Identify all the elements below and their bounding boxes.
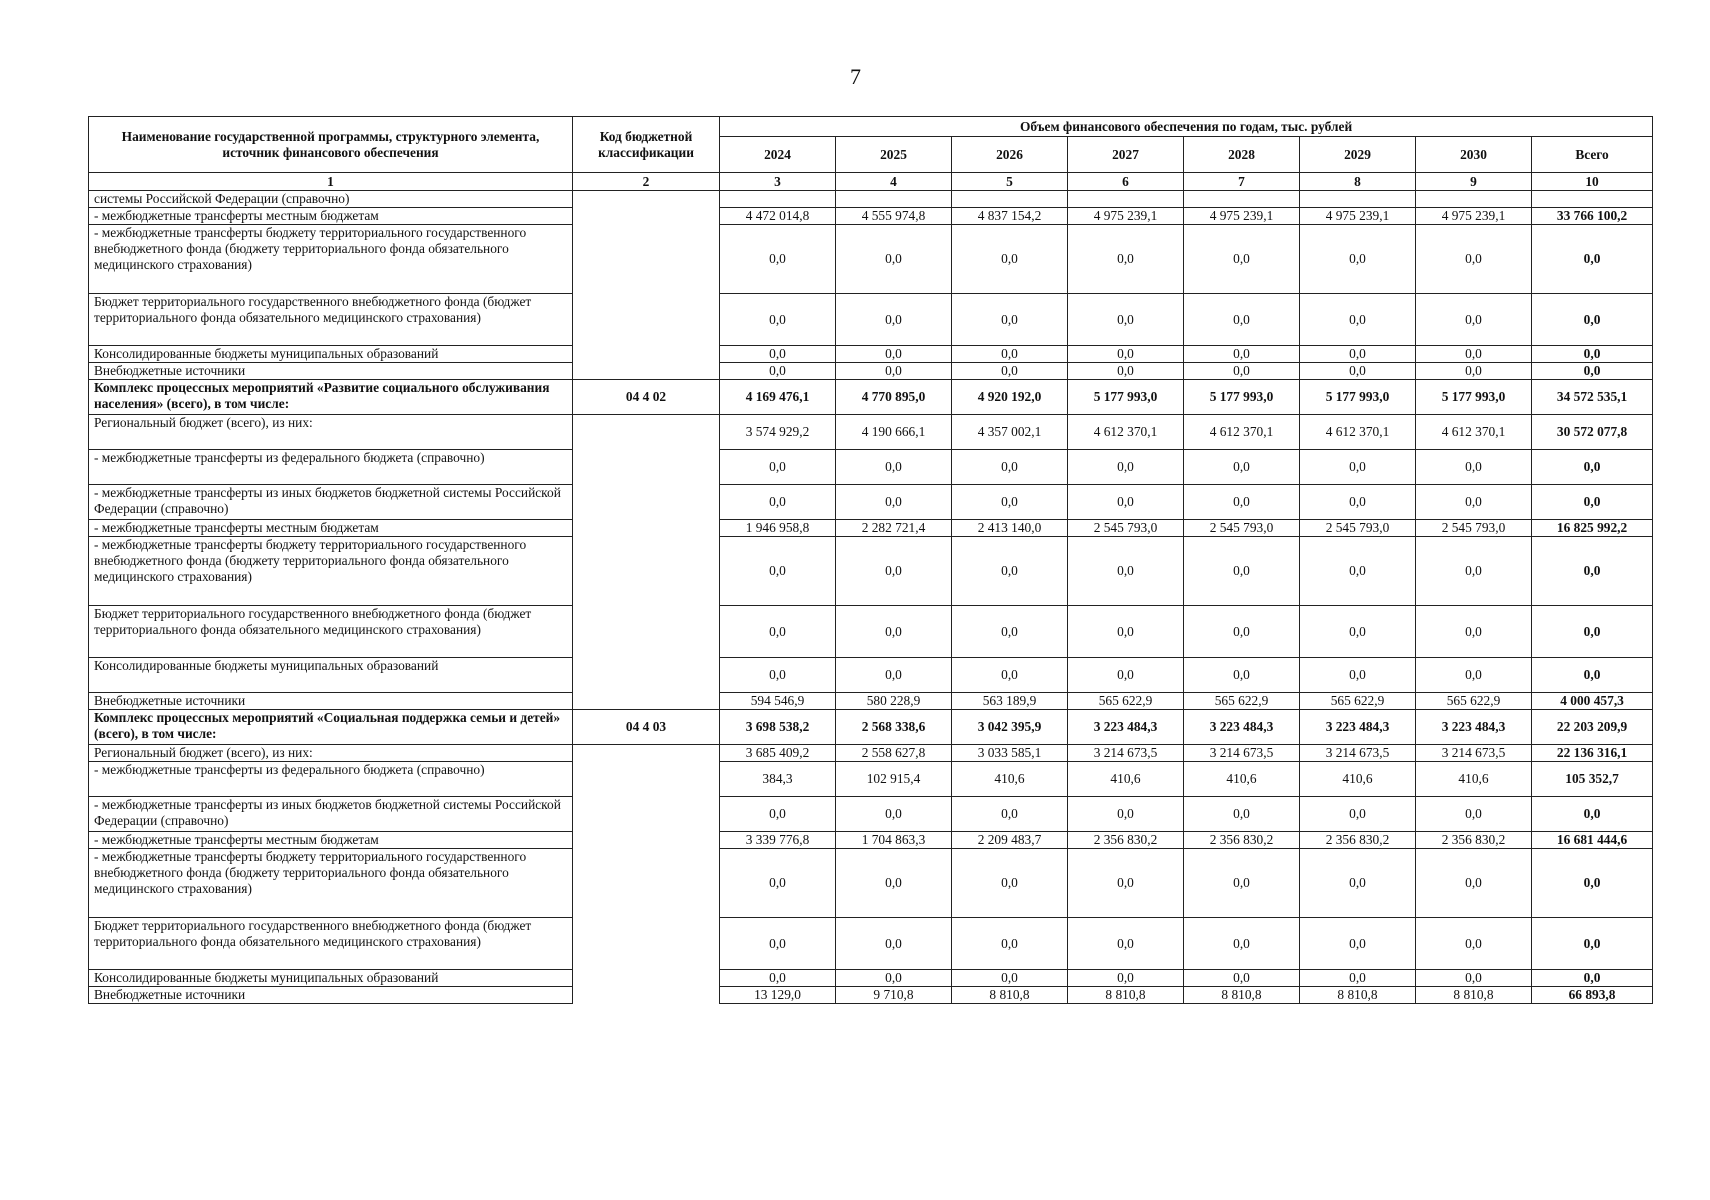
- row-total: 0,0: [1532, 225, 1653, 294]
- row-total: 0,0: [1532, 346, 1653, 363]
- row-name: Внебюджетные источники: [89, 693, 573, 710]
- row-value: 3 574 929,2: [720, 415, 836, 450]
- row-value: 0,0: [1416, 606, 1532, 658]
- row-total: 0,0: [1532, 294, 1653, 346]
- row-value: 0,0: [1300, 658, 1416, 693]
- row-code: [573, 693, 720, 710]
- header-year: 2029: [1300, 137, 1416, 173]
- row-total: 66 893,8: [1532, 987, 1653, 1004]
- row-value: [1300, 191, 1416, 208]
- row-value: 0,0: [720, 606, 836, 658]
- row-value: 0,0: [836, 485, 952, 520]
- row-value: 3 223 484,3: [1068, 710, 1184, 745]
- row-value: 384,3: [720, 762, 836, 797]
- row-value: 0,0: [1300, 363, 1416, 380]
- row-value: 0,0: [952, 606, 1068, 658]
- row-value: 2 413 140,0: [952, 520, 1068, 537]
- row-value: 0,0: [1300, 450, 1416, 485]
- row-name: Региональный бюджет (всего), из них:: [89, 745, 573, 762]
- page-number: 7: [850, 64, 861, 89]
- row-value: 0,0: [720, 346, 836, 363]
- row-value: 2 545 793,0: [1416, 520, 1532, 537]
- row-value: 3 214 673,5: [1300, 745, 1416, 762]
- row-value: 0,0: [952, 485, 1068, 520]
- row-value: 410,6: [1300, 762, 1416, 797]
- table-row: [89, 520, 1653, 537]
- row-value: 410,6: [1416, 762, 1532, 797]
- row-value: 0,0: [1068, 485, 1184, 520]
- row-value: 0,0: [1068, 537, 1184, 606]
- header-index: 7: [1184, 173, 1300, 191]
- row-name: Комплекс процессных мероприятий «Развитие социального обслуживания населения» (всего), в том числе:: [89, 380, 573, 415]
- row-value: [720, 191, 836, 208]
- row-value: 4 975 239,1: [1068, 208, 1184, 225]
- row-value: 8 810,8: [1416, 987, 1532, 1004]
- row-value: 0,0: [952, 346, 1068, 363]
- row-value: 1 946 958,8: [720, 520, 836, 537]
- row-code: [573, 346, 720, 363]
- row-code: [573, 450, 720, 485]
- header-index: 10: [1532, 173, 1653, 191]
- table-row: [89, 363, 1653, 380]
- row-value: 2 356 830,2: [1416, 832, 1532, 849]
- row-value: 0,0: [1184, 450, 1300, 485]
- header-year: 2026: [952, 137, 1068, 173]
- row-name: Региональный бюджет (всего), из них:: [89, 415, 573, 450]
- row-value: 0,0: [952, 450, 1068, 485]
- row-value: 3 223 484,3: [1184, 710, 1300, 745]
- row-value: 565 622,9: [1184, 693, 1300, 710]
- row-name: - межбюджетные трансферты бюджету территориального государственного внебюджетного фонда (бюджету территориального фонда обязательного медицинского страхования): [89, 225, 573, 294]
- row-code: [573, 797, 720, 832]
- row-value: 565 622,9: [1300, 693, 1416, 710]
- row-value: 0,0: [1416, 485, 1532, 520]
- row-name: - межбюджетные трансферты местным бюджетам: [89, 520, 573, 537]
- row-value: 0,0: [836, 450, 952, 485]
- row-value: [836, 191, 952, 208]
- row-value: 0,0: [1068, 918, 1184, 970]
- row-code: 04 4 02: [573, 380, 720, 415]
- row-total: 0,0: [1532, 363, 1653, 380]
- row-value: 0,0: [720, 225, 836, 294]
- table-row: [89, 208, 1653, 225]
- table-row: [89, 849, 1653, 918]
- row-code: [573, 918, 720, 970]
- row-value: 0,0: [1416, 537, 1532, 606]
- row-name: - межбюджетные трансферты из федерального бюджета (справочно): [89, 450, 573, 485]
- row-total: 34 572 535,1: [1532, 380, 1653, 415]
- row-value: 3 033 585,1: [952, 745, 1068, 762]
- header-index: 3: [720, 173, 836, 191]
- row-value: 0,0: [720, 537, 836, 606]
- row-code: [573, 208, 720, 225]
- row-value: 0,0: [1300, 970, 1416, 987]
- row-value: 0,0: [1184, 537, 1300, 606]
- table-row: [89, 762, 1653, 797]
- table-row: [89, 918, 1653, 970]
- row-total: 0,0: [1532, 658, 1653, 693]
- table-row: [89, 450, 1653, 485]
- row-value: 5 177 993,0: [1416, 380, 1532, 415]
- row-value: 0,0: [1184, 918, 1300, 970]
- row-value: 0,0: [1416, 294, 1532, 346]
- row-name: - межбюджетные трансферты из иных бюджетов бюджетной системы Российской Федерации (справочно): [89, 797, 573, 832]
- row-value: 0,0: [836, 537, 952, 606]
- table-row: [89, 191, 1653, 208]
- row-value: 2 356 830,2: [1184, 832, 1300, 849]
- table-row: [89, 797, 1653, 832]
- row-value: 0,0: [1416, 970, 1532, 987]
- row-total: 4 000 457,3: [1532, 693, 1653, 710]
- row-value: 0,0: [1300, 918, 1416, 970]
- row-value: 0,0: [1416, 658, 1532, 693]
- row-name: - межбюджетные трансферты бюджету территориального государственного внебюджетного фонда (бюджету территориального фонда обязательного медицинского страхования): [89, 849, 573, 918]
- header-year: 2028: [1184, 137, 1300, 173]
- row-total: 0,0: [1532, 537, 1653, 606]
- row-name: Бюджет территориального государственного внебюджетного фонда (бюджет территориального фонда обязательного медицинского страхования): [89, 918, 573, 970]
- row-value: 5 177 993,0: [1300, 380, 1416, 415]
- row-value: 2 558 627,8: [836, 745, 952, 762]
- row-value: 8 810,8: [1300, 987, 1416, 1004]
- header-year: 2030: [1416, 137, 1532, 173]
- header-index: 2: [573, 173, 720, 191]
- row-name: Внебюджетные источники: [89, 363, 573, 380]
- row-value: 2 545 793,0: [1184, 520, 1300, 537]
- table-row: [89, 346, 1653, 363]
- header-year: 2024: [720, 137, 836, 173]
- row-total: 16 681 444,6: [1532, 832, 1653, 849]
- row-value: 0,0: [836, 797, 952, 832]
- row-value: 0,0: [952, 225, 1068, 294]
- row-value: 563 189,9: [952, 693, 1068, 710]
- row-total: 30 572 077,8: [1532, 415, 1653, 450]
- row-value: 5 177 993,0: [1068, 380, 1184, 415]
- row-code: [573, 832, 720, 849]
- row-value: 3 223 484,3: [1416, 710, 1532, 745]
- financing-table: [88, 116, 1653, 1004]
- table-row: [89, 832, 1653, 849]
- row-value: 0,0: [1416, 849, 1532, 918]
- row-value: 4 975 239,1: [1416, 208, 1532, 225]
- row-value: 4 555 974,8: [836, 208, 952, 225]
- table-row: [89, 987, 1653, 1004]
- row-value: 0,0: [836, 849, 952, 918]
- row-value: 0,0: [836, 918, 952, 970]
- row-value: 0,0: [1300, 537, 1416, 606]
- row-value: 0,0: [952, 363, 1068, 380]
- row-value: 410,6: [952, 762, 1068, 797]
- row-value: 0,0: [1068, 363, 1184, 380]
- row-value: 0,0: [1068, 658, 1184, 693]
- row-value: 565 622,9: [1068, 693, 1184, 710]
- row-value: 0,0: [836, 606, 952, 658]
- row-value: 0,0: [1416, 797, 1532, 832]
- row-total: 105 352,7: [1532, 762, 1653, 797]
- row-value: 0,0: [952, 849, 1068, 918]
- row-value: 0,0: [1068, 970, 1184, 987]
- row-value: 9 710,8: [836, 987, 952, 1004]
- header-index: 9: [1416, 173, 1532, 191]
- row-value: 4 770 895,0: [836, 380, 952, 415]
- row-value: 4 920 192,0: [952, 380, 1068, 415]
- table-row: [89, 225, 1653, 294]
- row-value: 594 546,9: [720, 693, 836, 710]
- row-value: 2 545 793,0: [1300, 520, 1416, 537]
- header-index: 5: [952, 173, 1068, 191]
- row-code: [573, 970, 720, 987]
- row-value: 5 177 993,0: [1184, 380, 1300, 415]
- row-code: [573, 658, 720, 693]
- row-value: 3 214 673,5: [1416, 745, 1532, 762]
- row-value: 0,0: [720, 970, 836, 987]
- row-code: [573, 225, 720, 294]
- header-index: 6: [1068, 173, 1184, 191]
- row-total: 22 136 316,1: [1532, 745, 1653, 762]
- row-value: 0,0: [1184, 225, 1300, 294]
- row-name: Внебюджетные источники: [89, 987, 573, 1004]
- row-total: 22 203 209,9: [1532, 710, 1653, 745]
- row-value: 13 129,0: [720, 987, 836, 1004]
- row-value: [1184, 191, 1300, 208]
- row-value: 0,0: [952, 970, 1068, 987]
- row-value: 0,0: [836, 294, 952, 346]
- row-value: 3 042 395,9: [952, 710, 1068, 745]
- row-value: 0,0: [1416, 450, 1532, 485]
- row-value: 4 357 002,1: [952, 415, 1068, 450]
- table-row: [89, 970, 1653, 987]
- row-name: - межбюджетные трансферты местным бюджетам: [89, 832, 573, 849]
- row-total: 0,0: [1532, 849, 1653, 918]
- row-code: [573, 520, 720, 537]
- row-value: 3 339 776,8: [720, 832, 836, 849]
- row-value: 0,0: [720, 918, 836, 970]
- row-total: 33 766 100,2: [1532, 208, 1653, 225]
- row-value: 0,0: [1300, 346, 1416, 363]
- table-row: [89, 658, 1653, 693]
- row-value: 0,0: [836, 225, 952, 294]
- row-code: [573, 363, 720, 380]
- row-value: 0,0: [1300, 606, 1416, 658]
- row-value: 4 612 370,1: [1300, 415, 1416, 450]
- row-total: 16 825 992,2: [1532, 520, 1653, 537]
- row-value: 0,0: [1184, 346, 1300, 363]
- row-code: [573, 606, 720, 658]
- table-row: [89, 745, 1653, 762]
- row-value: 0,0: [1068, 606, 1184, 658]
- row-code: [573, 485, 720, 520]
- row-value: 3 223 484,3: [1300, 710, 1416, 745]
- row-total: [1532, 191, 1653, 208]
- table-row: [89, 606, 1653, 658]
- row-value: 4 612 370,1: [1068, 415, 1184, 450]
- row-value: 4 612 370,1: [1184, 415, 1300, 450]
- row-value: 2 209 483,7: [952, 832, 1068, 849]
- row-value: 0,0: [720, 294, 836, 346]
- row-value: 0,0: [952, 294, 1068, 346]
- row-value: [1068, 191, 1184, 208]
- row-value: 4 472 014,8: [720, 208, 836, 225]
- row-value: 2 545 793,0: [1068, 520, 1184, 537]
- row-value: 0,0: [1300, 797, 1416, 832]
- row-value: 0,0: [1068, 797, 1184, 832]
- row-code: 04 4 03: [573, 710, 720, 745]
- row-value: 0,0: [1300, 225, 1416, 294]
- row-total: 0,0: [1532, 970, 1653, 987]
- row-value: 4 837 154,2: [952, 208, 1068, 225]
- row-total: 0,0: [1532, 606, 1653, 658]
- row-value: 0,0: [1300, 485, 1416, 520]
- row-code: [573, 745, 720, 762]
- header-index: 8: [1300, 173, 1416, 191]
- row-value: 0,0: [1184, 849, 1300, 918]
- row-value: 3 214 673,5: [1184, 745, 1300, 762]
- row-value: 0,0: [836, 363, 952, 380]
- row-value: 0,0: [1068, 225, 1184, 294]
- row-total: 0,0: [1532, 797, 1653, 832]
- row-value: 4 975 239,1: [1300, 208, 1416, 225]
- table-row: [89, 537, 1653, 606]
- row-code: [573, 294, 720, 346]
- header-code: Код бюджетной классификации: [573, 117, 720, 173]
- row-value: 0,0: [1416, 346, 1532, 363]
- row-value: 0,0: [1184, 485, 1300, 520]
- row-value: 0,0: [720, 450, 836, 485]
- row-value: 0,0: [952, 537, 1068, 606]
- row-value: 0,0: [1416, 918, 1532, 970]
- row-value: 3 685 409,2: [720, 745, 836, 762]
- table-row: [89, 693, 1653, 710]
- row-value: 0,0: [1416, 363, 1532, 380]
- row-value: 0,0: [836, 970, 952, 987]
- row-value: 0,0: [1184, 797, 1300, 832]
- row-value: 0,0: [952, 658, 1068, 693]
- row-value: 1 704 863,3: [836, 832, 952, 849]
- header-name: Наименование государственной программы, структурного элемента, источник финансового обеспечения: [89, 117, 573, 173]
- row-value: 4 190 666,1: [836, 415, 952, 450]
- row-value: 580 228,9: [836, 693, 952, 710]
- row-value: 0,0: [720, 485, 836, 520]
- row-value: 102 915,4: [836, 762, 952, 797]
- row-value: 0,0: [1416, 225, 1532, 294]
- header-index: 4: [836, 173, 952, 191]
- row-value: 410,6: [1068, 762, 1184, 797]
- row-value: 0,0: [1068, 346, 1184, 363]
- row-name: - межбюджетные трансферты местным бюджетам: [89, 208, 573, 225]
- row-value: 0,0: [1184, 970, 1300, 987]
- table-row: [89, 415, 1653, 450]
- row-code: [573, 762, 720, 797]
- row-value: 4 975 239,1: [1184, 208, 1300, 225]
- row-total: 0,0: [1532, 450, 1653, 485]
- table-row: [89, 380, 1653, 415]
- row-name: - межбюджетные трансферты бюджету территориального государственного внебюджетного фонда (бюджету территориального фонда обязательного медицинского страхования): [89, 537, 573, 606]
- row-name: - межбюджетные трансферты из федерального бюджета (справочно): [89, 762, 573, 797]
- row-name: Бюджет территориального государственного внебюджетного фонда (бюджет территориального фонда обязательного медицинского страхования): [89, 294, 573, 346]
- row-value: 3 214 673,5: [1068, 745, 1184, 762]
- row-value: 2 282 721,4: [836, 520, 952, 537]
- row-value: 0,0: [1300, 294, 1416, 346]
- header-index: 1: [89, 173, 573, 191]
- row-code: [573, 415, 720, 450]
- row-code: [573, 987, 720, 1004]
- row-value: 0,0: [1068, 849, 1184, 918]
- row-value: 0,0: [1184, 606, 1300, 658]
- table-row: [89, 294, 1653, 346]
- row-name: Консолидированные бюджеты муниципальных образований: [89, 346, 573, 363]
- row-total: 0,0: [1532, 485, 1653, 520]
- header-year: 2027: [1068, 137, 1184, 173]
- row-value: 0,0: [836, 658, 952, 693]
- table-body: [89, 191, 1653, 1004]
- row-code: [573, 849, 720, 918]
- row-value: 410,6: [1184, 762, 1300, 797]
- row-value: 4 169 476,1: [720, 380, 836, 415]
- row-name: Консолидированные бюджеты муниципальных образований: [89, 970, 573, 987]
- row-total: 0,0: [1532, 918, 1653, 970]
- row-value: 2 356 830,2: [1300, 832, 1416, 849]
- header-total: Всего: [1532, 137, 1653, 173]
- row-value: [1416, 191, 1532, 208]
- row-value: 0,0: [720, 797, 836, 832]
- table-row: [89, 710, 1653, 745]
- table-row: [89, 485, 1653, 520]
- row-value: 565 622,9: [1416, 693, 1532, 710]
- row-value: 0,0: [836, 346, 952, 363]
- row-name: системы Российской Федерации (справочно): [89, 191, 573, 208]
- row-value: 0,0: [1184, 658, 1300, 693]
- row-value: 8 810,8: [952, 987, 1068, 1004]
- row-value: 0,0: [720, 658, 836, 693]
- row-name: Бюджет территориального государственного внебюджетного фонда (бюджет территориального фонда обязательного медицинского страхования): [89, 606, 573, 658]
- row-code: [573, 537, 720, 606]
- row-value: 4 612 370,1: [1416, 415, 1532, 450]
- row-value: 3 698 538,2: [720, 710, 836, 745]
- row-value: 0,0: [952, 918, 1068, 970]
- row-value: 2 356 830,2: [1068, 832, 1184, 849]
- row-name: Консолидированные бюджеты муниципальных образований: [89, 658, 573, 693]
- row-value: 0,0: [720, 363, 836, 380]
- row-value: 2 568 338,6: [836, 710, 952, 745]
- row-value: 0,0: [1068, 294, 1184, 346]
- row-value: [952, 191, 1068, 208]
- row-value: 0,0: [1068, 450, 1184, 485]
- header-volume: Объем финансового обеспечения по годам, тыс. рублей: [720, 117, 1653, 137]
- row-name: Комплекс процессных мероприятий «Социальная поддержка семьи и детей» (всего), в том числе:: [89, 710, 573, 745]
- row-value: 0,0: [952, 797, 1068, 832]
- row-value: 0,0: [1184, 294, 1300, 346]
- row-value: 0,0: [720, 849, 836, 918]
- row-value: 8 810,8: [1184, 987, 1300, 1004]
- row-value: 0,0: [1300, 849, 1416, 918]
- row-value: 8 810,8: [1068, 987, 1184, 1004]
- row-value: 0,0: [1184, 363, 1300, 380]
- row-name: - межбюджетные трансферты из иных бюджетов бюджетной системы Российской Федерации (справочно): [89, 485, 573, 520]
- row-code: [573, 191, 720, 208]
- header-year: 2025: [836, 137, 952, 173]
